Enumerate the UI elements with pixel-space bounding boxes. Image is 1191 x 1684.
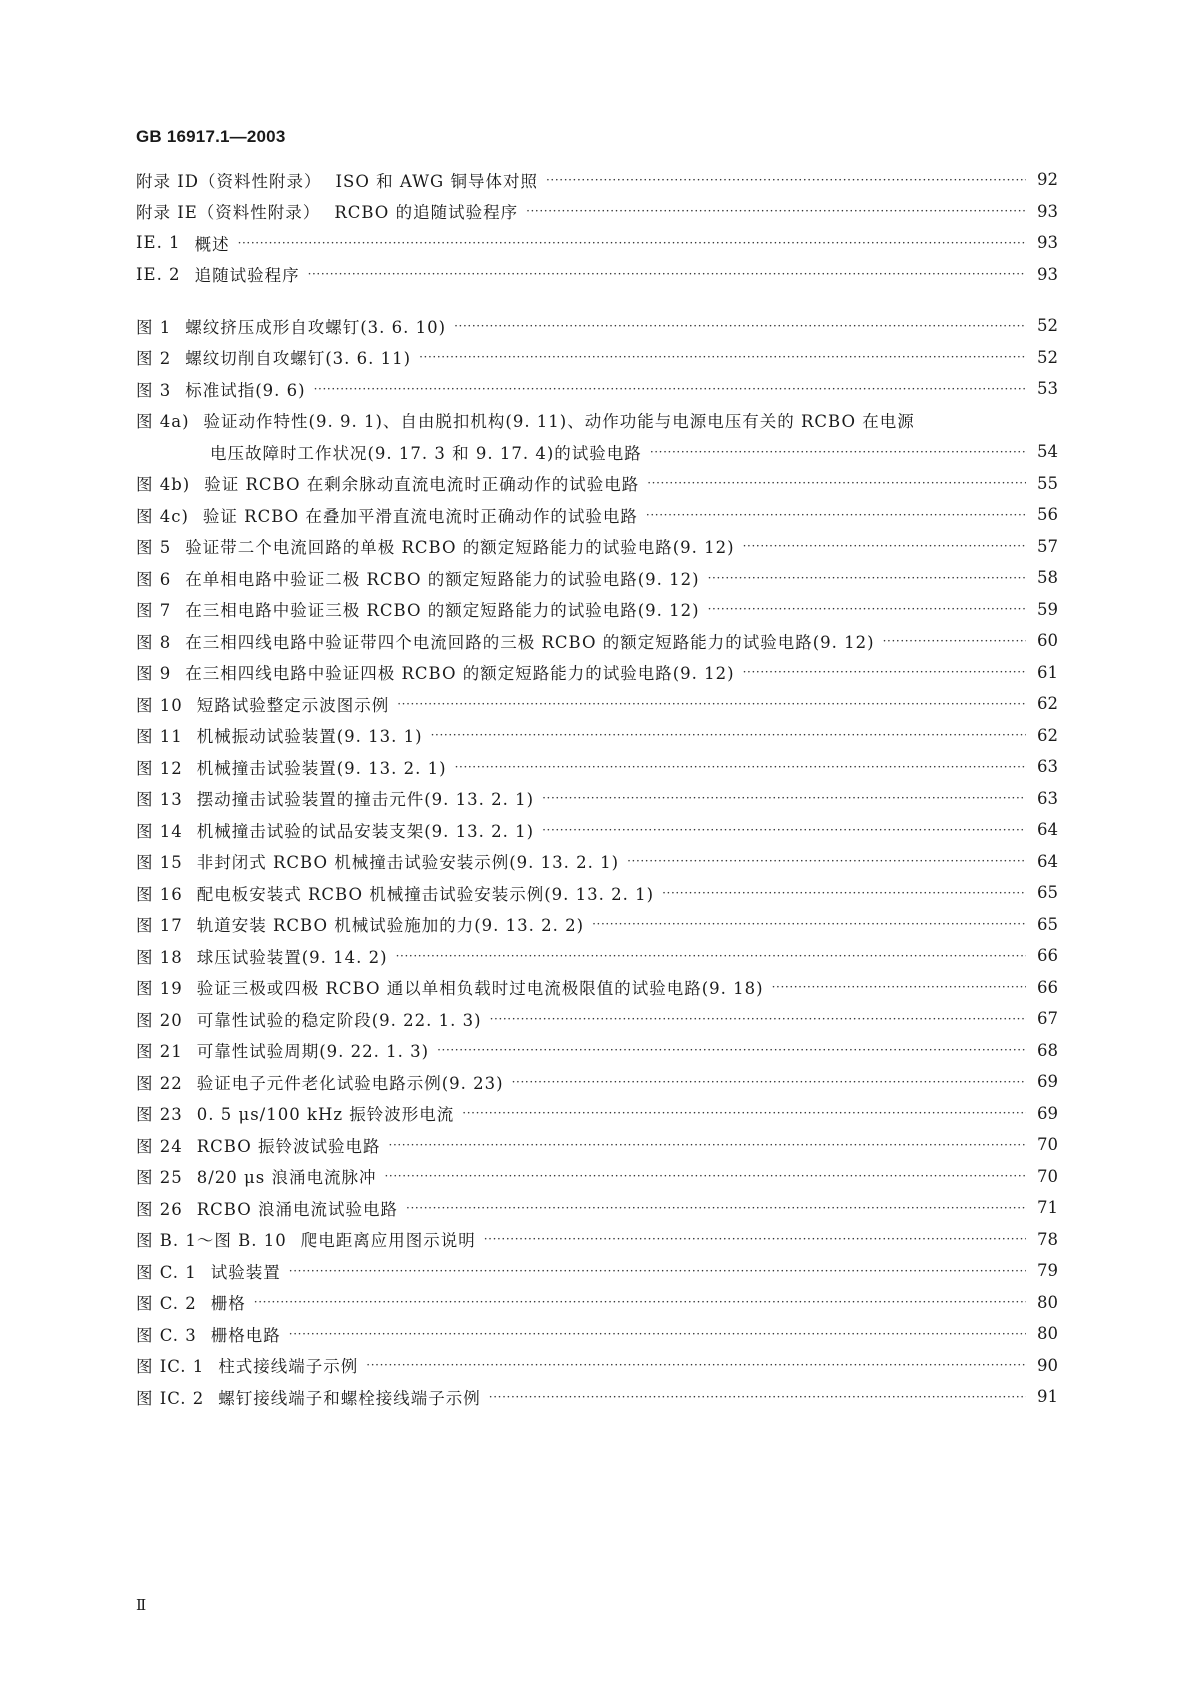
- toc-entry-title: RCBO 浪涌电流试验电路: [196, 1199, 399, 1219]
- toc-entry-number: 图 15: [136, 853, 183, 873]
- dot-leader: [662, 886, 1026, 900]
- toc-entry-page-number: 55: [1037, 473, 1058, 493]
- toc-entry-title: 验证 RCBO 在剩余脉动直流电流时正确动作的试验电路: [204, 475, 640, 495]
- dot-leader: [289, 1327, 1026, 1341]
- toc-entry[interactable]: [136, 909, 1058, 941]
- toc-entry-title: 0. 5 μs/100 kHz 振铃波形电流: [196, 1105, 455, 1125]
- toc-entry-number: IE. 2: [136, 264, 181, 284]
- toc-entry-page-number: 64: [1037, 820, 1058, 840]
- toc-entry-number: IE. 1: [136, 233, 181, 253]
- toc-entry-title: 柱式接线端子示例: [218, 1357, 359, 1377]
- toc-entry[interactable]: [136, 688, 1058, 720]
- dot-leader: [454, 319, 1026, 333]
- toc-entry-page-number: 59: [1037, 599, 1058, 619]
- toc-entry-number: 图 4b): [136, 475, 191, 495]
- toc-entry[interactable]: [136, 940, 1058, 972]
- toc-entry-title: 球压试验装置(9. 14. 2): [196, 947, 388, 967]
- toc-entry-number: 图 C. 2: [136, 1294, 197, 1314]
- toc-entry-number: 图 9: [136, 664, 172, 684]
- toc-entry[interactable]: [136, 405, 1058, 468]
- toc-entry-number: 附录 IE（资料性附录）: [136, 203, 321, 223]
- dot-leader: [743, 665, 1026, 679]
- toc-entry-number: 图 C. 3: [136, 1325, 197, 1345]
- toc-entry-number: 图 12: [136, 758, 183, 778]
- toc-entry-page-number: 91: [1037, 1387, 1058, 1407]
- toc-entry[interactable]: [136, 783, 1058, 815]
- dot-leader: [484, 1232, 1026, 1246]
- dot-leader: [314, 382, 1026, 396]
- toc-entry-title: ISO 和 AWG 铜导体对照: [335, 171, 538, 191]
- figure-toc-list: [136, 310, 1058, 1413]
- toc-entry-title: 可靠性试验周期(9. 22. 1. 3): [196, 1042, 430, 1062]
- toc-entry-title: 机械振动试验装置(9. 13. 1): [196, 727, 423, 747]
- toc-entry-title: 试验装置: [210, 1262, 281, 1282]
- toc-entry[interactable]: [136, 625, 1058, 657]
- toc-entry[interactable]: [136, 1161, 1058, 1193]
- toc-entry-page-number: 70: [1037, 1135, 1058, 1155]
- toc-entry-page-number: 52: [1037, 316, 1058, 336]
- toc-entry-number: 图 18: [136, 947, 183, 967]
- toc-entry[interactable]: [136, 1287, 1058, 1319]
- toc-entry-page-number: 93: [1037, 264, 1058, 284]
- dot-leader: [490, 1012, 1026, 1026]
- toc-entry[interactable]: [136, 1255, 1058, 1287]
- toc-entry-page-number: 93: [1037, 233, 1058, 253]
- toc-entry-title: 验证动作特性(9. 9. 1)、自由脱扣机构(9. 11)、动作功能与电源电压有关的 RCBO 在电源: [203, 412, 915, 432]
- toc-entry-page-number: 71: [1037, 1198, 1058, 1218]
- toc-entry-number: 图 19: [136, 979, 183, 999]
- toc-entry-page-number: 78: [1037, 1229, 1058, 1249]
- toc-entry-page-number: 64: [1037, 851, 1058, 871]
- dot-leader: [542, 823, 1026, 837]
- dot-leader: [419, 350, 1026, 364]
- toc-entry-number: 图 17: [136, 916, 183, 936]
- dot-leader: [289, 1264, 1026, 1278]
- toc-entry-title: 配电板安装式 RCBO 机械撞击试验安装示例(9. 13. 2. 1): [196, 884, 655, 904]
- toc-entry-number: 图 13: [136, 790, 183, 810]
- toc-entry[interactable]: [136, 972, 1058, 1004]
- toc-entry-number: 图 C. 1: [136, 1262, 197, 1282]
- dot-leader: [397, 697, 1026, 711]
- toc-entry-number: 图 22: [136, 1073, 183, 1093]
- dot-leader: [627, 854, 1026, 868]
- dot-leader: [254, 1295, 1026, 1309]
- toc-entry-title: 轨道安装 RCBO 机械试验施加的力(9. 13. 2. 2): [196, 916, 585, 936]
- toc-entry-page-number: 66: [1037, 977, 1058, 997]
- toc-entry[interactable]: [136, 594, 1058, 626]
- toc-entry-title: 在三相电路中验证三极 RCBO 的额定短路能力的试验电路(9. 12): [185, 601, 700, 621]
- toc-entry-title: 短路试验整定示波图示例: [196, 695, 390, 715]
- toc-entry-page-number: 65: [1037, 883, 1058, 903]
- toc-entry-page-number: 63: [1037, 757, 1058, 777]
- toc-entry-number: 图 5: [136, 538, 172, 558]
- toc-entry-page-number: 69: [1037, 1072, 1058, 1092]
- toc-entry-title: 螺钉接线端子和螺栓接线端子示例: [218, 1388, 481, 1408]
- toc-entry-title: 螺纹挤压成形自攻螺钉(3. 6. 10): [185, 317, 447, 337]
- toc-entry-number: 图 10: [136, 695, 183, 715]
- dot-leader: [389, 1138, 1026, 1152]
- toc-entry[interactable]: [136, 259, 1058, 291]
- dot-leader: [238, 236, 1026, 250]
- dot-leader: [366, 1358, 1026, 1372]
- toc-entry-title: 机械撞击试验的试品安装支架(9. 13. 2. 1): [196, 821, 535, 841]
- toc-entry[interactable]: [136, 562, 1058, 594]
- toc-entry-title: 电压故障时工作状况(9. 17. 3 和 9. 17. 4)的试验电路: [210, 443, 642, 463]
- toc-entry[interactable]: [136, 1035, 1058, 1067]
- toc-entry-title: 验证电子元件老化试验电路示例(9. 23): [196, 1073, 504, 1093]
- dot-leader: [743, 539, 1026, 553]
- toc-entry-number: 附录 ID（资料性附录）: [136, 171, 322, 191]
- toc-entry-page-number: 63: [1037, 788, 1058, 808]
- toc-entry[interactable]: [136, 657, 1058, 689]
- toc-entry-page-number: 68: [1037, 1040, 1058, 1060]
- toc-entry-number: 图 25: [136, 1168, 183, 1188]
- toc-entry-number: 图 16: [136, 884, 183, 904]
- toc-entry-title: 摆动撞击试验装置的撞击元件(9. 13. 2. 1): [196, 790, 535, 810]
- toc-entry[interactable]: [136, 720, 1058, 752]
- toc-entry-number: 图 6: [136, 569, 172, 589]
- toc-entry-title: 在三相四线电路中验证四极 RCBO 的额定短路能力的试验电路(9. 12): [185, 664, 735, 684]
- toc-entry-number: 图 21: [136, 1042, 183, 1062]
- toc-entry-number: 图 1: [136, 317, 172, 337]
- dot-leader: [431, 728, 1026, 742]
- dot-leader: [546, 173, 1026, 187]
- toc-entry[interactable]: [136, 196, 1058, 228]
- toc-entry-page-number: 70: [1037, 1166, 1058, 1186]
- toc-entry-title: 追随试验程序: [194, 266, 300, 286]
- toc-entry-title: 栅格电路: [210, 1325, 281, 1345]
- document-code-header: GB 16917.1—2003: [136, 127, 286, 146]
- toc-entry-title: 8/20 μs 浪涌电流脉冲: [196, 1168, 377, 1188]
- toc-entry[interactable]: [136, 877, 1058, 909]
- toc-entry[interactable]: [136, 1003, 1058, 1035]
- toc-entry[interactable]: [136, 846, 1058, 878]
- dot-leader: [384, 1169, 1026, 1183]
- dot-leader: [455, 760, 1026, 774]
- toc-entry[interactable]: [136, 342, 1058, 374]
- toc-entry-page-number: 65: [1037, 914, 1058, 934]
- toc-entry-title: 可靠性试验的稳定阶段(9. 22. 1. 3): [196, 1010, 482, 1030]
- toc-entry-page-number: 80: [1037, 1324, 1058, 1344]
- toc-entry-page-number: 62: [1037, 694, 1058, 714]
- toc-entry-page-number: 61: [1037, 662, 1058, 682]
- toc-entry[interactable]: [136, 310, 1058, 342]
- toc-entry-page-number: 60: [1037, 631, 1058, 651]
- toc-entry-page-number: 79: [1037, 1261, 1058, 1281]
- toc-entry[interactable]: [136, 1098, 1058, 1130]
- toc-entry-page-number: 90: [1037, 1355, 1058, 1375]
- toc-entry-number: 图 26: [136, 1199, 183, 1219]
- toc-entry-page-number: 66: [1037, 946, 1058, 966]
- toc-entry[interactable]: [136, 499, 1058, 531]
- dot-leader: [883, 634, 1026, 648]
- toc-entry-page-number: 80: [1037, 1292, 1058, 1312]
- toc-entry[interactable]: [136, 164, 1058, 196]
- toc-entry-title: 概述: [194, 234, 230, 254]
- toc-entry-number: 图 IC. 2: [136, 1388, 205, 1408]
- toc-entry-number: 图 11: [136, 727, 183, 747]
- toc-entry-number: 图 2: [136, 349, 172, 369]
- toc-entry[interactable]: [136, 1129, 1058, 1161]
- toc-entry-page-number: 69: [1037, 1103, 1058, 1123]
- toc-entry-title: RCBO 振铃波试验电路: [196, 1136, 381, 1156]
- toc-entry-number: 图 7: [136, 601, 172, 621]
- dot-leader: [526, 204, 1026, 218]
- toc-entry-title: 验证三极或四极 RCBO 通以单相负载时过电流极限值的试验电路(9. 18): [196, 979, 764, 999]
- toc-entry-page-number: 54: [1037, 442, 1058, 462]
- toc-entry-number: 图 IC. 1: [136, 1357, 205, 1377]
- toc-entry-number: 图 4a): [136, 412, 190, 432]
- dot-leader: [406, 1201, 1026, 1215]
- dot-leader: [772, 980, 1026, 994]
- dot-leader: [650, 445, 1026, 459]
- annex-toc-list: [136, 164, 1058, 290]
- toc-entry-page-number: 62: [1037, 725, 1058, 745]
- toc-entry[interactable]: [136, 373, 1058, 405]
- toc-entry-title: 栅格: [210, 1294, 246, 1314]
- toc-entry-page-number: 56: [1037, 505, 1058, 525]
- toc-entry-page-number: 53: [1037, 379, 1058, 399]
- toc-entry-page-number: 57: [1037, 536, 1058, 556]
- toc-entry-page-number: 92: [1037, 170, 1058, 190]
- dot-leader: [542, 791, 1026, 805]
- toc-entry[interactable]: [136, 1381, 1058, 1413]
- toc-entry-page-number: 67: [1037, 1009, 1058, 1029]
- toc-entry-title: 螺纹切削自攻螺钉(3. 6. 11): [185, 349, 412, 369]
- dot-leader: [646, 508, 1026, 522]
- toc-entry[interactable]: [136, 1350, 1058, 1382]
- toc-entry-number: 图 20: [136, 1010, 183, 1030]
- dot-leader: [308, 267, 1026, 281]
- toc-entry-title: 在单相电路中验证二极 RCBO 的额定短路能力的试验电路(9. 12): [185, 569, 700, 589]
- toc-entry-title: 验证 RCBO 在叠加平滑直流电流时正确动作的试验电路: [202, 506, 638, 526]
- toc-entry-title: 爬电距离应用图示说明: [300, 1231, 476, 1251]
- toc-entry-number: 图 24: [136, 1136, 183, 1156]
- dot-leader: [437, 1043, 1026, 1057]
- toc-entry-title: 验证带二个电流回路的单极 RCBO 的额定短路能力的试验电路(9. 12): [185, 538, 735, 558]
- toc-entry-page-number: 52: [1037, 347, 1058, 367]
- toc-entry-number: 图 B. 1～图 B. 10: [136, 1231, 287, 1251]
- toc-entry[interactable]: [136, 1192, 1058, 1224]
- toc-entry-number: 图 23: [136, 1105, 183, 1125]
- toc-entry[interactable]: [136, 751, 1058, 783]
- toc-entry-title: 机械撞击试验装置(9. 13. 2. 1): [196, 758, 447, 778]
- toc-entry[interactable]: [136, 1066, 1058, 1098]
- toc-entry[interactable]: [136, 1224, 1058, 1256]
- toc-entry-number: 图 8: [136, 632, 172, 652]
- dot-leader: [396, 949, 1026, 963]
- toc-entry-page-number: 93: [1037, 201, 1058, 221]
- dot-leader: [647, 476, 1026, 490]
- toc-entry[interactable]: [136, 814, 1058, 846]
- toc-entry[interactable]: [136, 468, 1058, 500]
- dot-leader: [489, 1390, 1026, 1404]
- toc-entry-number: 图 14: [136, 821, 183, 841]
- toc-entry[interactable]: [136, 227, 1058, 259]
- toc-entry[interactable]: [136, 531, 1058, 563]
- dot-leader: [512, 1075, 1026, 1089]
- dot-leader: [462, 1106, 1026, 1120]
- toc-entry-number: 图 3: [136, 380, 172, 400]
- toc-entry-page-number: 58: [1037, 568, 1058, 588]
- toc-entry-number: 图 4c): [136, 506, 189, 526]
- toc-entry[interactable]: [136, 1318, 1058, 1350]
- toc-entry-title: 在三相四线电路中验证带四个电流回路的三极 RCBO 的额定短路能力的试验电路(9. 12): [185, 632, 875, 652]
- toc-entry-title: 标准试指(9. 6): [185, 380, 306, 400]
- dot-leader: [708, 602, 1026, 616]
- page-number-footer: Ⅱ: [136, 1596, 147, 1614]
- toc-entry-title: RCBO 的追随试验程序: [334, 203, 519, 223]
- dot-leader: [708, 571, 1026, 585]
- dot-leader: [592, 917, 1026, 931]
- toc-entry-title: 非封闭式 RCBO 机械撞击试验安装示例(9. 13. 2. 1): [196, 853, 620, 873]
